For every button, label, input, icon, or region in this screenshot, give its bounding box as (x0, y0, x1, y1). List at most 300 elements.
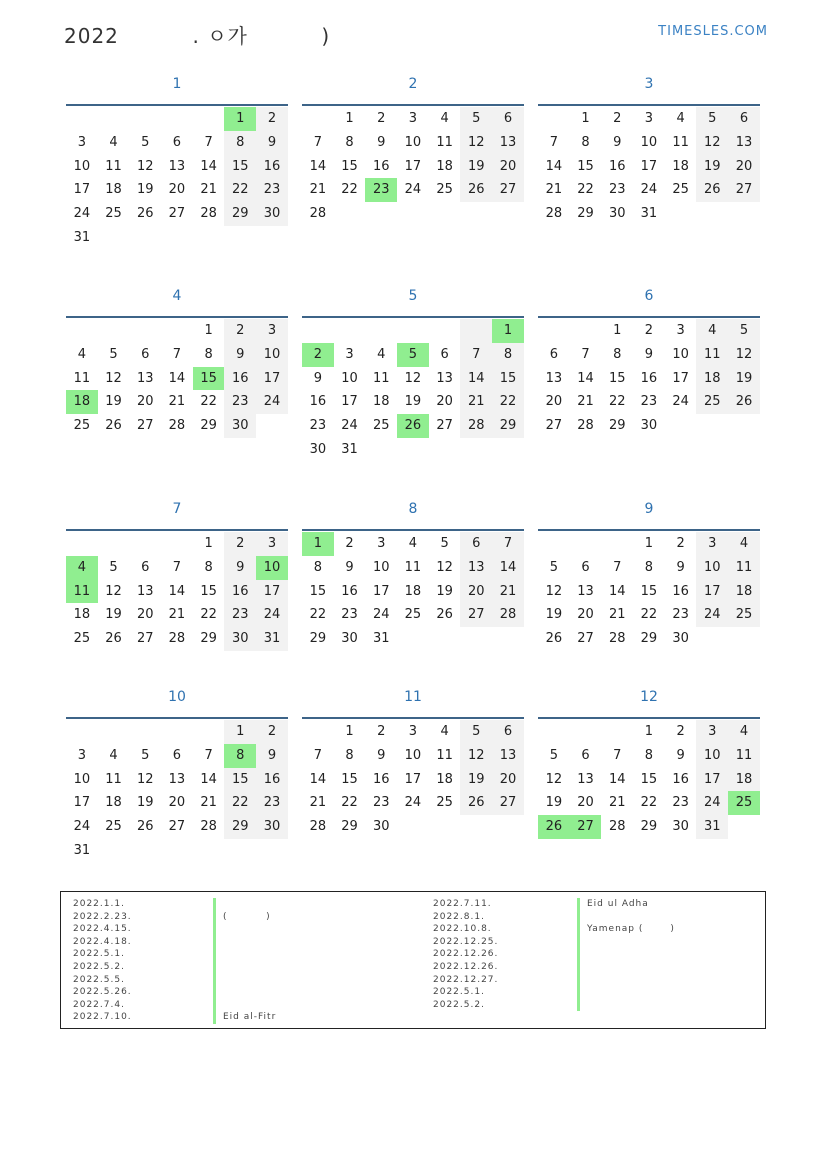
day-cell: 23 (256, 178, 288, 202)
day-cell: 15 (309, 583, 327, 599)
day-cell: 24 (372, 607, 390, 623)
day-cell: 22 (224, 178, 256, 202)
day-cell: 24 (73, 819, 91, 835)
empty-cell (570, 720, 602, 744)
day-cell: 8 (613, 346, 622, 362)
legend-line (587, 974, 757, 987)
month-grid (538, 720, 760, 839)
day-cell: 4 (77, 346, 86, 362)
day-cell: 20 (728, 155, 760, 179)
empty-cell (193, 839, 225, 863)
legend-left-names (223, 898, 423, 1024)
day-cell: 31 (696, 815, 728, 839)
month-block (302, 493, 524, 651)
day-cell: 14 (545, 158, 563, 174)
day-cell: 13 (492, 744, 524, 768)
day-cell: 24 (256, 390, 288, 414)
day-cell: 23 (224, 603, 256, 627)
empty-cell (397, 319, 429, 343)
empty-cell (429, 438, 461, 462)
day-cell: 24 (256, 603, 288, 627)
day-cell: 9 (676, 747, 685, 763)
day-cell: 8 (345, 747, 354, 763)
day-cell: 1 (224, 107, 256, 131)
empty-cell (193, 226, 225, 250)
day-cell: 28 (577, 418, 594, 434)
day-cell: 4 (728, 532, 760, 556)
legend-line: 2022.4.18. (73, 936, 132, 947)
legend-line (223, 948, 423, 961)
day-cell: 6 (581, 559, 590, 575)
day-cell: 23 (372, 795, 390, 811)
month-rule (302, 316, 524, 318)
day-cell: 25 (436, 182, 453, 198)
month-grid (302, 107, 524, 226)
day-cell: 4 (408, 536, 418, 551)
day-cell: 27 (168, 819, 186, 835)
day-cell: 4 (66, 556, 98, 580)
legend-line: 2022.12.26. (433, 949, 499, 960)
day-cell: 28 (492, 603, 524, 627)
empty-cell (98, 720, 130, 744)
day-cell: 7 (204, 134, 213, 150)
day-cell: 7 (581, 346, 590, 362)
empty-cell (129, 839, 161, 863)
empty-cell (665, 414, 697, 438)
day-cell: 15 (341, 771, 358, 787)
day-cell: 7 (313, 747, 322, 763)
day-cell: 28 (168, 631, 186, 647)
month-rule (302, 717, 524, 719)
legend-line: 2022.7.11. (433, 899, 492, 909)
day-cell: 27 (492, 791, 524, 815)
day-cell: 6 (460, 532, 492, 556)
day-cell: 11 (672, 134, 689, 150)
month-grid (66, 107, 288, 250)
day-cell: 22 (341, 795, 358, 811)
day-cell: 22 (224, 791, 256, 815)
empty-cell (129, 226, 161, 250)
day-cell: 21 (309, 795, 327, 811)
day-cell: 12 (404, 370, 422, 386)
day-cell: 26 (105, 418, 122, 434)
month-title: 11 (404, 689, 422, 705)
empty-cell (161, 107, 193, 131)
day-cell: 7 (172, 346, 182, 362)
day-cell: 20 (168, 795, 186, 811)
day-cell: 3 (696, 720, 728, 744)
day-cell: 17 (256, 367, 288, 391)
legend-line (587, 936, 757, 949)
day-cell: 26 (538, 815, 570, 839)
day-cell: 5 (109, 346, 118, 362)
day-cell: 24 (73, 206, 91, 222)
day-cell: 10 (696, 744, 728, 768)
day-cell: 22 (640, 607, 658, 623)
day-cell: 12 (105, 370, 122, 386)
day-cell: 10 (73, 771, 91, 787)
day-cell: 5 (460, 720, 492, 744)
day-cell: 27 (728, 178, 760, 202)
day-cell: 16 (341, 583, 358, 599)
day-cell: 3 (256, 319, 288, 343)
day-cell: 27 (570, 815, 602, 839)
day-cell: 17 (404, 158, 422, 174)
month-title: 10 (168, 689, 186, 705)
day-cell: 29 (492, 414, 524, 438)
empty-cell (224, 226, 256, 250)
day-cell: 25 (728, 603, 760, 627)
day-cell: 12 (545, 583, 563, 599)
legend-line (223, 898, 423, 911)
day-cell: 19 (460, 155, 492, 179)
day-cell: 13 (545, 370, 563, 386)
day-cell: 12 (728, 343, 760, 367)
day-cell: 28 (200, 206, 217, 222)
day-cell: 16 (372, 771, 390, 787)
day-cell: 19 (696, 155, 728, 179)
day-cell: 9 (613, 134, 622, 150)
day-cell: 6 (492, 720, 524, 744)
day-cell: 15 (640, 583, 658, 599)
day-cell: 17 (341, 394, 358, 410)
empty-cell (66, 319, 98, 343)
month-grid (302, 720, 524, 839)
day-cell: 1 (345, 724, 354, 739)
empty-cell (98, 532, 130, 556)
day-cell: 27 (436, 418, 453, 434)
day-cell: 26 (460, 791, 492, 815)
empty-cell (429, 319, 461, 343)
empty-cell (302, 720, 334, 744)
day-cell: 6 (172, 134, 182, 150)
legend-line: ( ) (223, 911, 271, 922)
day-cell: 17 (372, 583, 390, 599)
day-cell: 11 (436, 134, 453, 150)
day-cell: 7 (549, 134, 558, 150)
day-cell: 26 (136, 206, 154, 222)
day-cell: 11 (372, 370, 390, 386)
empty-cell (696, 202, 728, 226)
day-cell: 29 (640, 819, 658, 835)
day-cell: 10 (341, 370, 358, 386)
day-cell: 28 (168, 418, 186, 434)
day-cell: 4 (440, 111, 449, 126)
month-block (538, 280, 760, 438)
empty-cell (728, 627, 760, 651)
day-cell: 19 (436, 583, 453, 599)
day-cell: 20 (136, 607, 154, 623)
day-cell: 15 (224, 155, 256, 179)
day-cell: 8 (644, 747, 654, 763)
day-cell: 17 (256, 580, 288, 604)
month-block (302, 681, 524, 839)
day-cell: 24 (404, 182, 422, 198)
legend-line: 2022.1.1. (73, 899, 125, 909)
day-cell: 2 (256, 107, 288, 131)
month-grid (66, 532, 288, 651)
day-cell: 22 (309, 607, 327, 623)
day-cell: 6 (172, 747, 182, 763)
day-cell: 26 (436, 607, 453, 623)
day-cell: 12 (136, 158, 154, 174)
day-cell: 5 (141, 134, 150, 150)
day-cell: 20 (577, 795, 594, 811)
day-cell: 1 (204, 536, 213, 551)
month-title: 5 (408, 288, 418, 304)
day-cell: 9 (377, 747, 386, 763)
day-cell: 11 (404, 559, 422, 575)
day-cell: 23 (640, 394, 658, 410)
day-cell: 16 (256, 155, 288, 179)
day-cell: 6 (440, 346, 449, 362)
legend-line (223, 936, 423, 949)
day-cell: 20 (436, 394, 453, 410)
empty-cell (161, 720, 193, 744)
month-grid (538, 532, 760, 651)
day-cell: 10 (640, 134, 658, 150)
empty-cell (601, 720, 633, 744)
day-cell: 10 (256, 556, 288, 580)
legend-line: 2022.5.1. (433, 987, 485, 998)
legend-line: Eid al-Fitr (223, 1012, 277, 1023)
day-cell: 29 (200, 631, 217, 647)
day-cell: 27 (136, 418, 154, 434)
day-cell: 28 (200, 819, 217, 835)
day-cell: 31 (341, 441, 358, 457)
day-cell: 3 (644, 111, 654, 126)
day-cell: 14 (200, 771, 217, 787)
month-title: 2 (408, 76, 418, 92)
legend-line: 2022.5.2. (73, 961, 125, 972)
day-cell: 2 (676, 536, 685, 551)
day-cell: 8 (204, 346, 213, 362)
day-cell: 10 (404, 134, 422, 150)
day-cell: 5 (460, 107, 492, 131)
day-cell: 11 (696, 343, 728, 367)
day-cell: 23 (672, 795, 689, 811)
day-cell: 2 (224, 319, 256, 343)
day-cell: 22 (341, 182, 358, 198)
empty-cell (492, 202, 524, 226)
day-cell: 14 (168, 583, 186, 599)
empty-cell (460, 627, 492, 651)
empty-cell (538, 319, 570, 343)
day-cell: 15 (492, 367, 524, 391)
day-cell: 23 (309, 418, 327, 434)
day-cell: 9 (256, 131, 288, 155)
day-cell: 23 (341, 607, 358, 623)
legend-line: 2022.2.23. (73, 911, 132, 922)
day-cell: 25 (696, 390, 728, 414)
day-cell: 9 (313, 370, 322, 386)
month-title: 3 (644, 76, 654, 92)
day-cell: 11 (728, 744, 760, 768)
empty-cell (429, 627, 461, 651)
day-cell: 8 (644, 559, 654, 575)
day-cell: 19 (404, 394, 422, 410)
day-cell: 31 (372, 631, 390, 647)
day-cell: 17 (404, 771, 422, 787)
legend-right-dates (433, 898, 563, 1011)
day-cell: 18 (105, 182, 122, 198)
day-cell: 10 (73, 158, 91, 174)
day-cell: 17 (73, 182, 91, 198)
day-cell: 25 (105, 206, 122, 222)
day-cell: 13 (492, 131, 524, 155)
day-cell: 4 (676, 111, 685, 126)
day-cell: 17 (672, 370, 689, 386)
day-cell: 27 (492, 178, 524, 202)
day-cell: 14 (577, 370, 594, 386)
day-cell: 13 (577, 771, 594, 787)
day-cell: 8 (581, 134, 590, 150)
day-cell: 1 (204, 323, 213, 338)
legend-line: 2022.7.4. (73, 999, 125, 1010)
month-grid (66, 720, 288, 863)
legend-left-divider (213, 898, 216, 1024)
day-cell: 25 (728, 791, 760, 815)
empty-cell (98, 107, 130, 131)
month-block (538, 681, 760, 839)
day-cell: 19 (460, 768, 492, 792)
day-cell: 24 (696, 791, 728, 815)
empty-cell (193, 720, 225, 744)
day-cell: 12 (436, 559, 453, 575)
empty-cell (460, 202, 492, 226)
day-cell: 2 (302, 343, 334, 367)
day-cell: 15 (200, 583, 217, 599)
day-cell: 20 (460, 580, 492, 604)
day-cell: 13 (728, 131, 760, 155)
empty-cell (66, 532, 98, 556)
empty-cell (397, 438, 429, 462)
day-cell: 4 (109, 747, 118, 763)
day-cell: 7 (313, 134, 322, 150)
month-rule (538, 717, 760, 719)
empty-cell (492, 438, 524, 462)
day-cell: 11 (728, 556, 760, 580)
day-cell: 14 (309, 771, 327, 787)
legend-line: 2022.7.10. (73, 1012, 132, 1023)
day-cell: 26 (397, 414, 429, 438)
day-cell: 3 (345, 346, 354, 362)
legend-line (587, 911, 757, 924)
month-rule (66, 529, 288, 531)
day-cell: 29 (200, 418, 217, 434)
day-cell: 26 (545, 631, 563, 647)
day-cell: 20 (168, 182, 186, 198)
empty-cell (302, 107, 334, 131)
day-cell: 1 (644, 536, 654, 551)
site-link[interactable]: TIMESLES.COM (658, 24, 768, 39)
day-cell: 30 (608, 206, 626, 222)
day-cell: 10 (696, 556, 728, 580)
legend-line: Yamenap ( ) (587, 924, 675, 935)
day-cell: 20 (492, 768, 524, 792)
day-cell: 3 (77, 134, 86, 150)
day-cell: 18 (404, 583, 422, 599)
day-cell: 18 (73, 607, 91, 623)
day-cell: 19 (105, 394, 122, 410)
day-cell: 5 (109, 559, 118, 575)
day-cell: 8 (492, 343, 524, 367)
month-block (538, 68, 760, 226)
day-cell: 21 (492, 580, 524, 604)
day-cell: 22 (608, 394, 626, 410)
empty-cell (460, 438, 492, 462)
day-cell: 29 (608, 418, 626, 434)
day-cell: 26 (105, 631, 122, 647)
legend-line: 2022.12.25. (433, 936, 499, 947)
empty-cell (460, 815, 492, 839)
day-cell: 5 (141, 747, 150, 763)
day-cell: 3 (408, 724, 418, 739)
day-cell: 1 (224, 720, 256, 744)
day-cell: 15 (577, 158, 594, 174)
empty-cell (538, 107, 570, 131)
holiday-legend (60, 891, 766, 1029)
day-cell: 7 (492, 532, 524, 556)
day-cell: 1 (302, 532, 334, 556)
day-cell: 9 (676, 559, 685, 575)
day-cell: 3 (696, 532, 728, 556)
legend-line: 2022.5.5. (73, 974, 125, 985)
day-cell: 4 (696, 319, 728, 343)
day-cell: 13 (168, 771, 186, 787)
day-cell: 20 (545, 394, 563, 410)
day-cell: 26 (136, 819, 154, 835)
empty-cell (98, 226, 130, 250)
day-cell: 25 (73, 631, 91, 647)
day-cell: 9 (256, 744, 288, 768)
month-rule (538, 316, 760, 318)
empty-cell (224, 839, 256, 863)
day-cell: 9 (224, 556, 256, 580)
day-cell: 23 (365, 178, 397, 202)
day-cell: 2 (256, 720, 288, 744)
day-cell: 19 (728, 367, 760, 391)
day-cell: 3 (77, 747, 86, 763)
legend-line: 2022.8.1. (433, 911, 485, 922)
month-block (302, 280, 524, 462)
day-cell: 4 (440, 724, 449, 739)
day-cell: 14 (309, 158, 327, 174)
day-cell: 31 (73, 842, 91, 858)
empty-cell (302, 319, 334, 343)
day-cell: 23 (672, 607, 689, 623)
empty-cell (129, 720, 161, 744)
empty-cell (429, 815, 461, 839)
month-rule (302, 104, 524, 106)
day-cell: 24 (341, 418, 358, 434)
day-cell: 14 (608, 771, 626, 787)
day-cell: 2 (345, 536, 354, 551)
day-cell: 16 (224, 367, 256, 391)
day-cell: 21 (460, 390, 492, 414)
day-cell: 22 (577, 182, 594, 198)
day-cell: 13 (136, 370, 154, 386)
day-cell: 13 (577, 583, 594, 599)
day-cell: 22 (492, 390, 524, 414)
day-cell: 16 (608, 158, 626, 174)
day-cell: 7 (172, 559, 182, 575)
day-cell: 31 (640, 206, 658, 222)
day-cell: 14 (200, 158, 217, 174)
empty-cell (397, 627, 429, 651)
day-cell: 8 (204, 559, 213, 575)
day-cell: 21 (309, 182, 327, 198)
